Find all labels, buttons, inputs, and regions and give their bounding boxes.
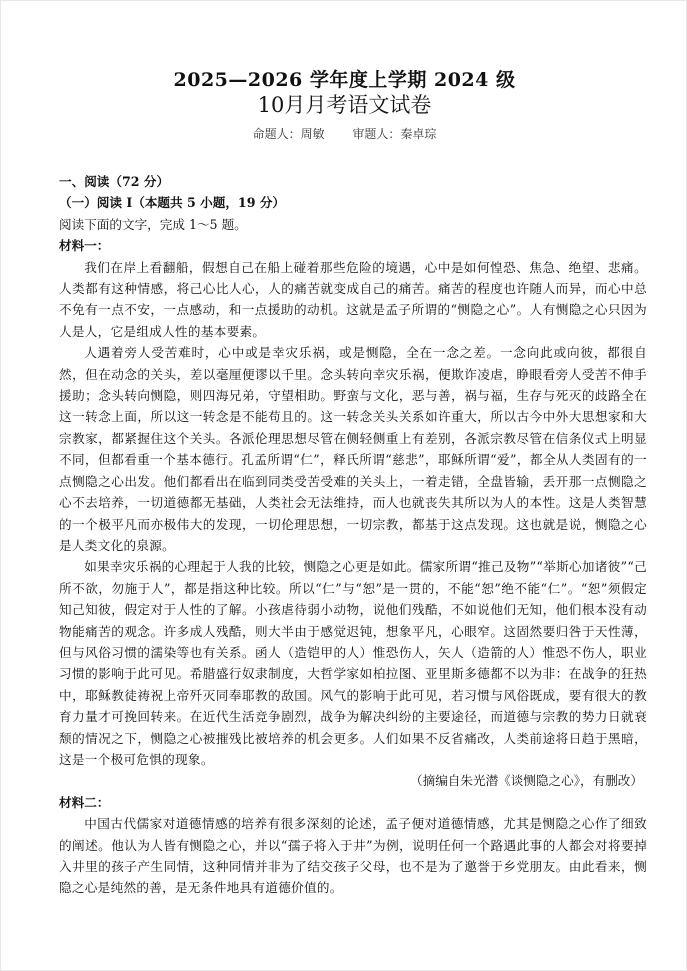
material2-label: 材料二： (59, 794, 110, 810)
question-reviewer: 审题人：秦卓琮 (352, 127, 437, 141)
material1-paragraph-3: 如果幸灾乐祸的心理起于人我的比较，恻隐之心更是如此。儒家所谓“推己及物”“举斯心加诸彼”“己所不欲，勿施于人”，都是指这种比较。所以“仁”与“恕”是一贯的，不能“恕”绝不能“仁”。“恕”须假定知己知彼，假定对于人性的了解。小孩虐待弱小动物，说他们残酷，不如说他们无知，他们根本没有动物能痛苦的观念。许多成人残酷，则大半由于感觉迟钝，想象平凡，心眼窄。这固然要归咎于天性薄，但与风俗习惯的濡染等也有关系。函人（造铠甲的人）惟恐伤人，矢人（造箭的人）惟恐不伤人，职业习惯的影响于此可见。希腊盛行奴隶制度，大哲学家如柏拉图、亚里斯多德都不以为非：在战争的狂热中，耶稣教徒祷祝上帝歼灭同奉耶教的敌国。风气的影响于此可见，若习惯与风俗既成，要有很大的教育力量才可挽回转来。在近代生活竞争剧烈，战争为解决纠纷的主要途径，而道德与宗教的势力日就衰颓的情况之下，恻隐之心被摧残比被培养的机会更多。人们如果不反省痛改，人类前途将日趋于黑暗，这是一个极可危惧的现象。 (59, 559, 647, 767)
material1-source: （摘编自朱光潜《谈恻隐之心》，有删改） (410, 773, 643, 789)
material1-paragraph-1: 我们在岸上看翻船，假想自己在船上碰着那些危险的境遇，心中是如何惶恐、焦急、绝望、悲痛。人类都有这种情感，将己心比人心，人的痛苦就变成自己的痛苦。痛苦的程度也许随人而异，而心中总不免有一点不安，一点感动，和一点援助的动机。这就是孟子所谓的“恻隐之心”。人有恻隐之心只因为人是人，它是组成人性的基本要素。 (59, 259, 647, 339)
material1-label: 材料一： (59, 238, 110, 254)
material2-paragraph-1: 中国古代儒家对道德情感的培养有很多深刻的论述，孟子便对道德情感，尤其是恻隐之心作了细致的阐述。他认为人皆有恻隐之心，并以“孺子将入于井”为例，说明任何一个路遇此事的人都会对将要掉入井里的孩子产生同情，这种同情并非为了结交孩子父母，也不是为了邀誉于乡党朋友。由此看来，恻隐之心是纯然的善，是无条件地具有道德价值的。 (59, 816, 647, 896)
question-setter: 命题人：周敏 (252, 127, 325, 141)
material1-paragraph-2: 人遇着旁人受苦难时，心中或是幸灾乐祸，或是恻隐，全在一念之差。一念向此或向彼，都很自然，但在动念的关头，差以毫厘便谬以千里。念头转向幸灾乐祸，便欺诈凌虐，睁眼看旁人受苦不伸手援助；念头转向恻隐，则四海兄弟，守望相助。野蛮与文化，恶与善，祸与福，生存与死灭的歧路全在这一转念上面，所以这一转念是不能苟且的。这一转念关头关系如许重大，所以古今中外大思想家和大宗教家，都紧握住这个关头。各派伦理思想尽管在侧轻侧重上有差别，各派宗教尽管在信条仪式上明显不同，但都看重一个基本德行。孔孟所谓“仁”，释氏所谓“慈悲”，耶稣所谓“爱”，都全从人类固有的一点恻隐之心出发。他们都看出在临到同类受苦受难的关头上，一着走错，全盘皆输，丢开那一点恻隐之心不去培养，一切道德都无基础，人类社会无法维持，而人也就丧失其所以为人的本性。这是人类智慧的一个极平凡而亦极伟大的发现，一切伦理思想，一切宗教，都基于这点发现。这也就是说，恻隐之心是人类文化的泉源。 (59, 345, 647, 553)
section-title: 一、阅读（72 分） (59, 174, 170, 189)
exam-content (59, 171, 647, 899)
exam-title-subject: 10月月考语文试卷 (257, 93, 432, 117)
exam-title-year: 2025—2026 学年度上学期 2024 级 (173, 69, 516, 91)
section-subtitle: （一）阅读 I（本题共 5 小题，19 分） (59, 195, 286, 211)
section-instruction: 阅读下面的文字，完成 1～5 题。 (59, 216, 247, 232)
exam-authors (1, 125, 687, 142)
